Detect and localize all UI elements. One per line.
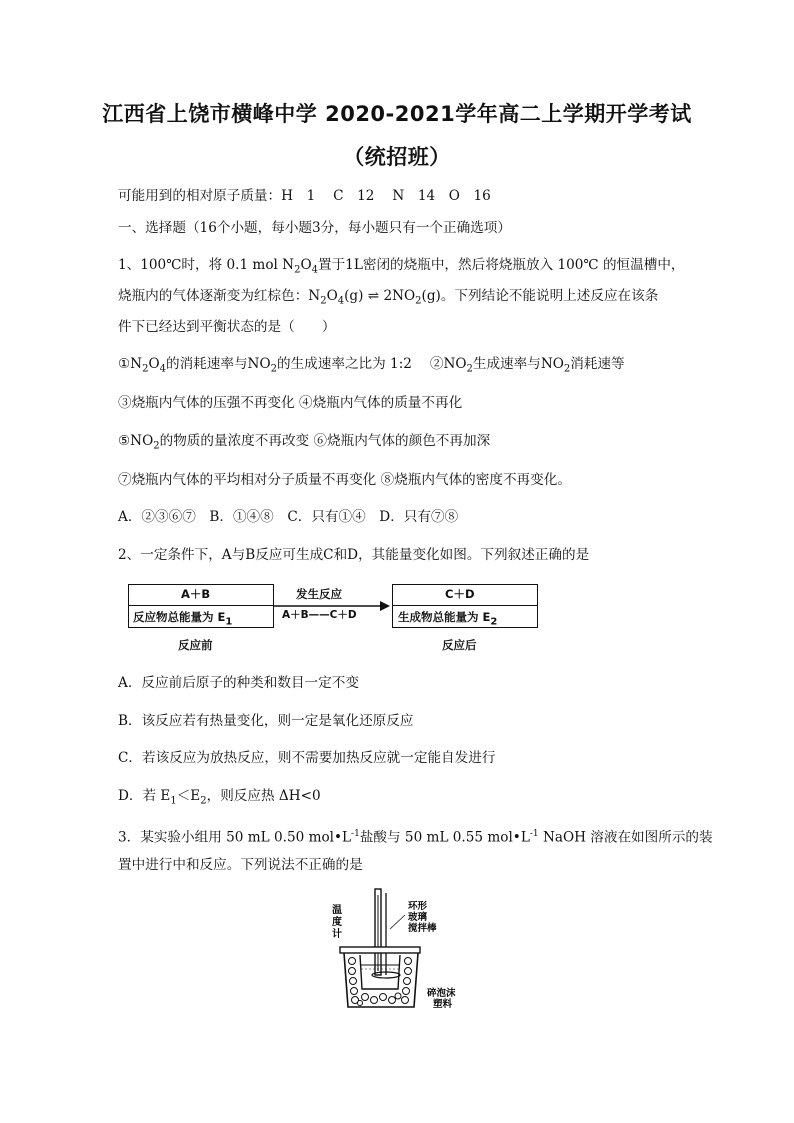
- q1-option-row2: ③烧瓶内气体的压强不再变化 ④烧瓶内气体的质量不再化: [118, 395, 463, 411]
- svg-text:碎泡沫: 碎泡沫: [427, 988, 456, 999]
- q1-option-row1: $①N_2O_4$的消耗速率与$NO_2$的生成速率之比为 1:2 $②NO_2$生成速率与$NO_2$消耗速等: [118, 356, 625, 375]
- q2-option-d: D．若 $E_1<E_2$，则反应热 ΔH<0: [118, 788, 321, 807]
- reactants-energy: 反应物总能量为 E1: [133, 610, 233, 628]
- q3-line1: 3．某实验小组用 50 mL 0.50 $mol•L^{-1}$盐酸与 50 mL 0.55 $mol•L^{-1}$ NaOH 溶液在如图所示的装: [118, 829, 713, 846]
- svg-text:计: 计: [332, 929, 342, 940]
- calorimeter-diagram: [330, 885, 480, 1015]
- atomic-masses: 可能用到的相对原子质量：H 1 C 12 N 14 O 16: [118, 188, 491, 204]
- q2-stem: 2、一定条件下，A与B反应可生成C和D，其能量变化如图。下列叙述正确的是: [118, 547, 590, 563]
- section-heading: 一、选择题（16个小题，每小题3分，每小题只有一个正确选项）: [118, 220, 511, 236]
- thermometer-label: [332, 903, 342, 940]
- thermometer: [375, 889, 381, 975]
- q2-option-c: C．若该反应为放热反应，则不需要加热反应就一定能自发进行: [118, 750, 496, 766]
- svg-text:温: 温: [332, 905, 342, 916]
- q1-line2: 烧瓶内的气体逐渐变为红棕色：$N_2O_4(g)$ ⇌ $2NO_2(g)$。下列结论不能说明上述反应在该条: [118, 288, 659, 307]
- lid: [340, 947, 420, 953]
- q2-option-a: A．反应前后原子的种类和数目一定不变: [118, 675, 359, 691]
- q1-line3: 件下已经达到平衡状态的是（ ）: [118, 319, 336, 335]
- svg-text:塑料: 塑料: [433, 999, 453, 1010]
- svg-text:度: 度: [332, 917, 342, 928]
- q1-option-row3: $⑤NO_2$的物质的量浓度不再改变 ⑥烧瓶内气体的颜色不再加深: [118, 433, 491, 452]
- svg-text:环形: 环形: [408, 901, 428, 912]
- q1-option-row4: ⑦烧瓶内气体的平均相对分子质量不再变化 ⑧烧瓶内气体的密度不再变化。: [118, 472, 571, 488]
- foam-label: [426, 987, 456, 1010]
- arrow-label: 发生反应: [296, 587, 342, 601]
- caption-after: 反应后: [442, 638, 477, 652]
- exam-subtitle: （统招班）: [343, 145, 451, 169]
- svg-text:搅拌棒: 搅拌棒: [408, 923, 437, 934]
- q2-option-b: B．该反应若有热量变化，则一定是氧化还原反应: [118, 713, 414, 729]
- q1-line1: 1、100℃时，将 0.1 mol $N_2O_4$置于1L密闭的烧瓶中，然后将烧瓶放入 100℃ 的恒温槽中，: [118, 257, 685, 276]
- svg-text:玻璃: 玻璃: [408, 912, 428, 923]
- stirrer-label: [408, 900, 437, 934]
- exam-title: 江西省上饶市横峰中学 2020-2021学年高二上学期开学考试: [102, 102, 692, 126]
- reactants-label: A＋B: [181, 587, 211, 601]
- products-label: C＋D: [445, 587, 475, 601]
- products-energy: 生成物总能量为 E2: [398, 610, 498, 628]
- q3-line2: 置中进行中和反应。下列说法不正确的是: [118, 857, 363, 873]
- q1-choices: A．②③⑥⑦ B．①④⑧ C．只有①④ D．只有⑦⑧: [118, 509, 459, 525]
- caption-before: 反应前: [178, 638, 213, 652]
- reaction-equation: A＋B——C＋D: [282, 609, 357, 621]
